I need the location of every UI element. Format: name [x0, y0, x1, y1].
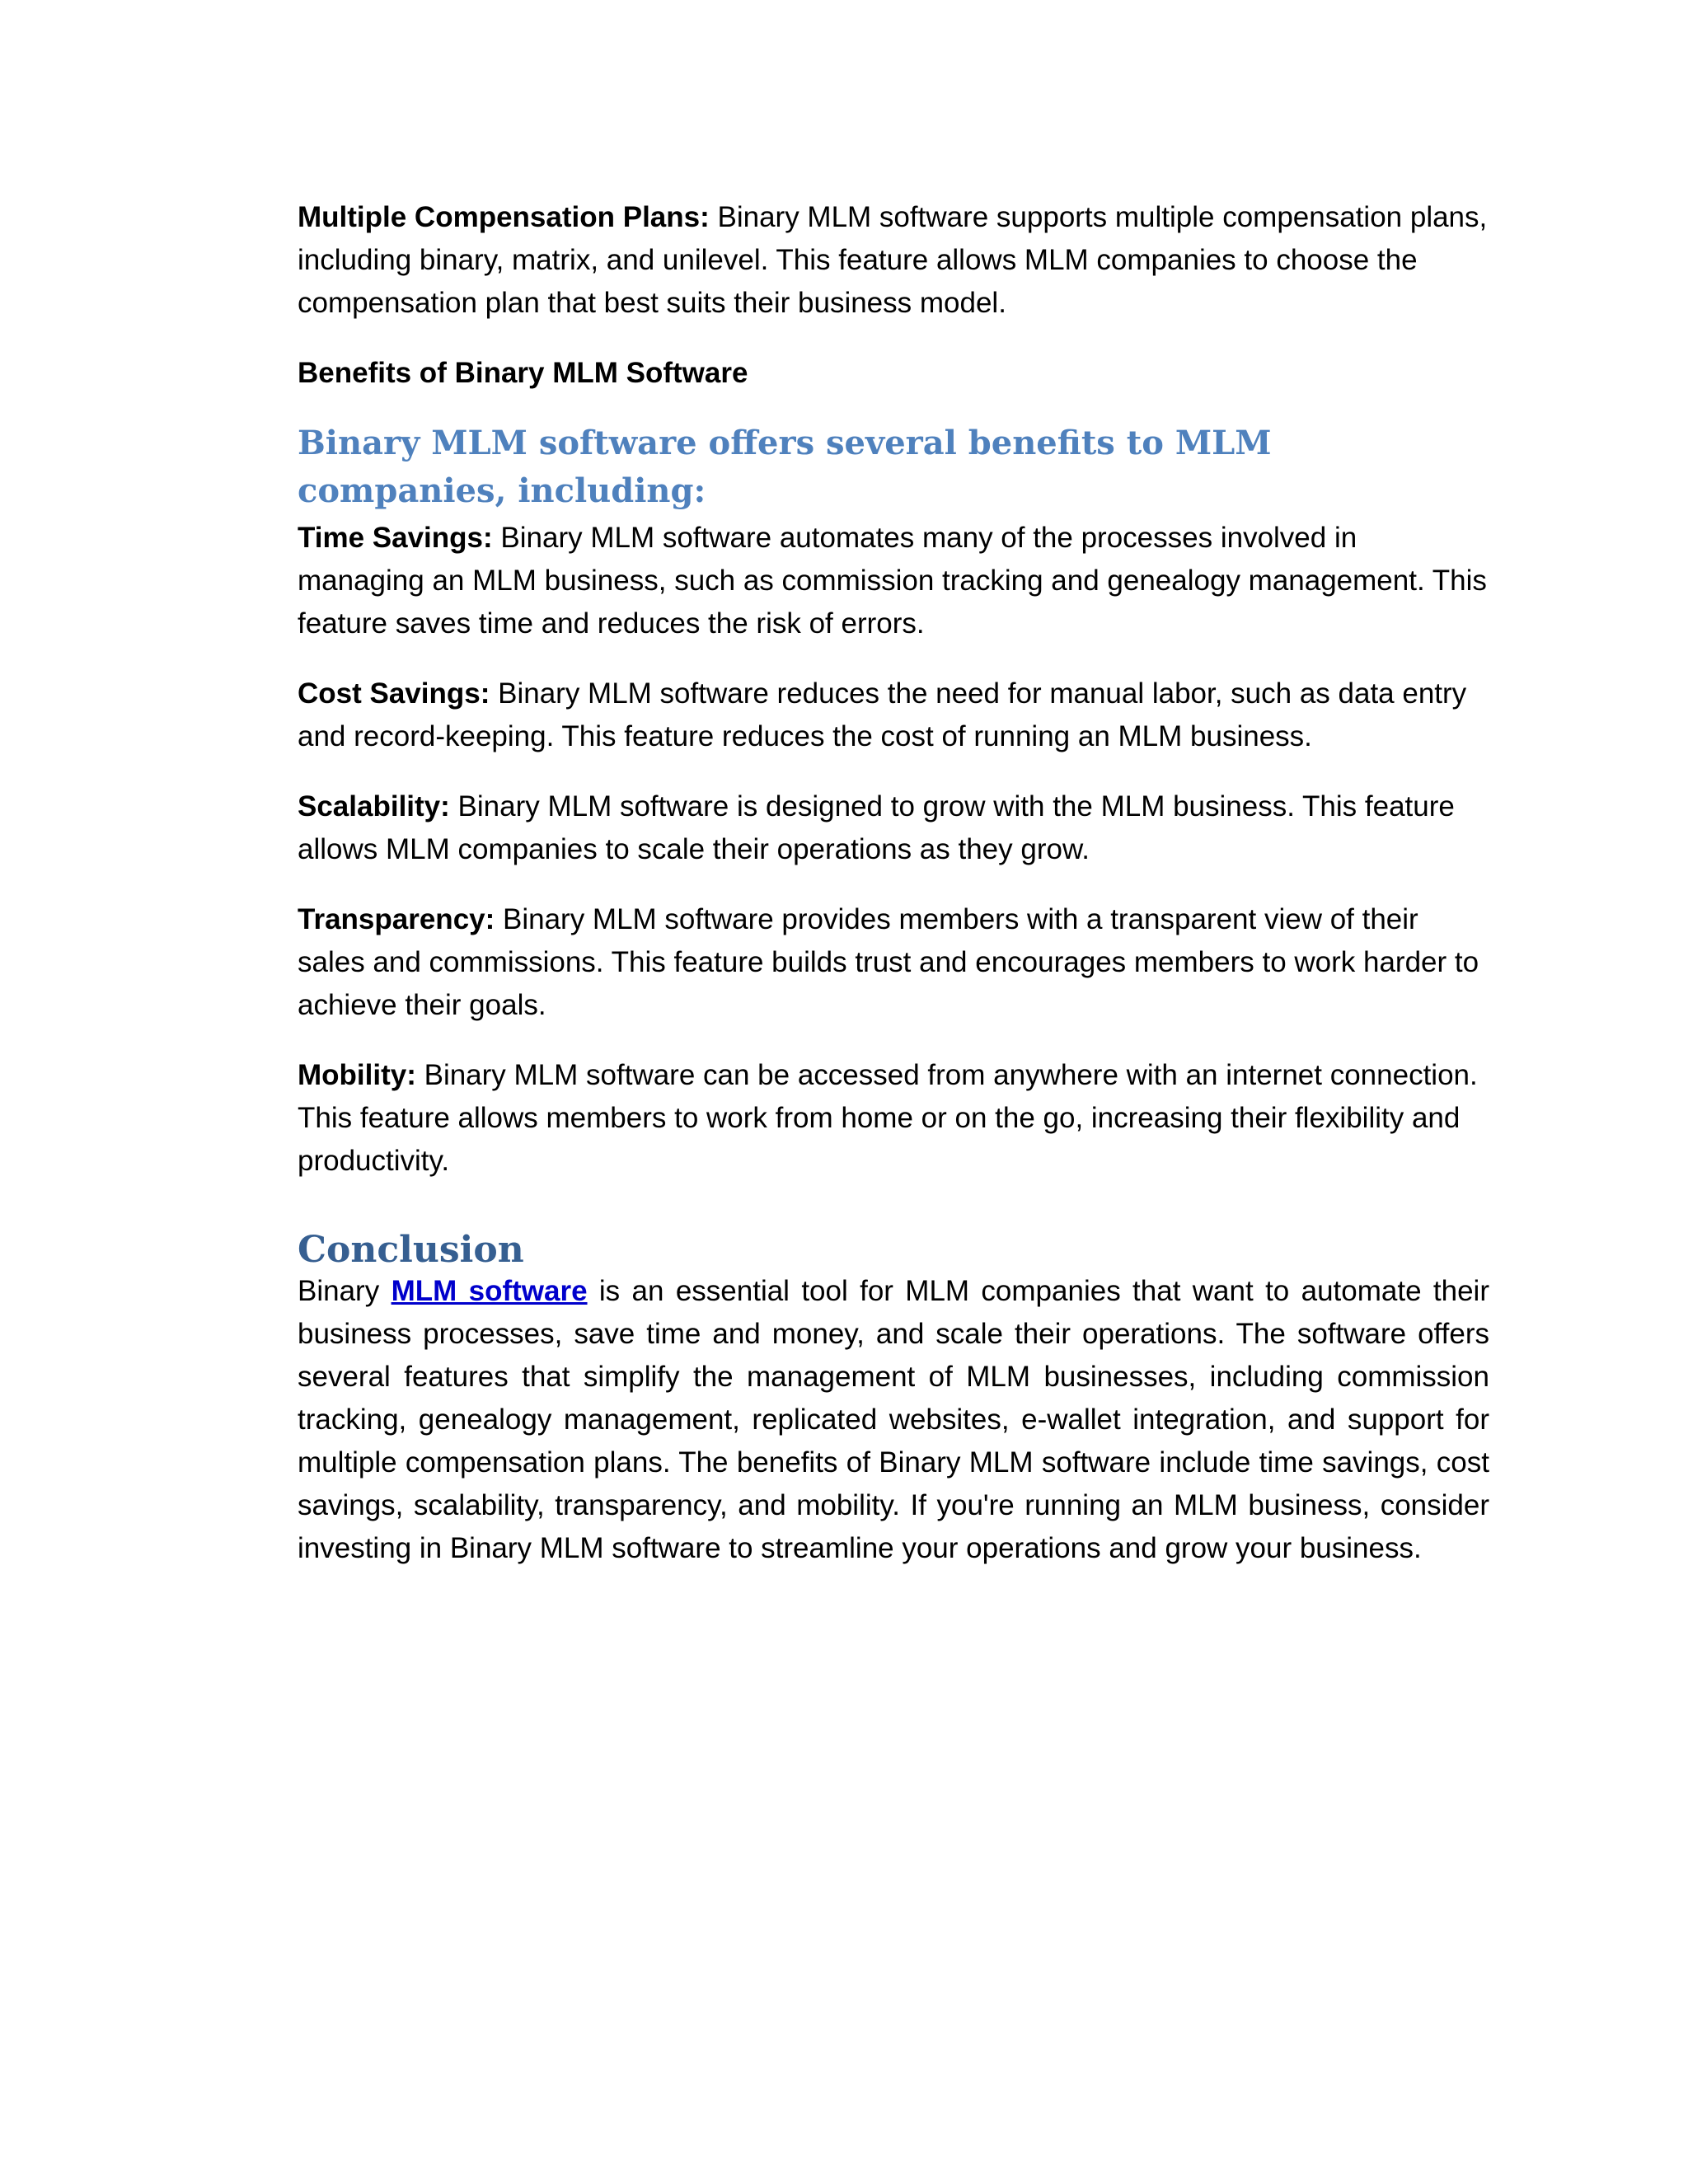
conclusion-paragraph [298, 1270, 1489, 1570]
benefits-sub-heading: Binary MLM software offers several benefits to MLM companies, including: [298, 424, 1272, 510]
benefit-text: Binary MLM software automates many of the processes involved in managing an MLM business, such as commission tracking and genealogy management. This feature saves time and reduces the risk of errors. [298, 522, 1487, 640]
conclusion-text-rest: is an essential tool for MLM companies that want to automate their business processes, save time and money, and scale their operations. The software offers several features that simplify the management of MLM businesses, including commission tracking, genealogy management, replicated websites, e-wallet integration, and support for multiple compensation plans. The benefits of Binary MLM software include time savings, cost savings, scalability, transparency, and mobility. If you're running an MLM business, consider investing in Binary MLM software to streamline your operations and grow your business. [298, 1275, 1489, 1564]
conclusion-heading: Conclusion [298, 1229, 524, 1271]
benefit-text: Binary MLM software provides members with a transparent view of their sales and commissions. This feature builds trust and encourages members to work harder to achieve their goals. [298, 903, 1479, 1021]
benefit-lead: Scalability: [298, 790, 450, 823]
benefit-text: Binary MLM software is designed to grow with the MLM business. This feature allows MLM companies to scale their operations as they grow. [298, 790, 1455, 865]
benefit-text: Binary MLM software can be accessed from anywhere with an internet connection. This feature allows members to work from home or on the go, increasing their flexibility and productivity. [298, 1059, 1478, 1177]
conclusion-text-start: Binary [298, 1275, 392, 1307]
mlm-software-link[interactable]: MLM software [391, 1275, 588, 1307]
benefit-lead: Transparency: [298, 903, 495, 935]
benefit-transparency [298, 898, 1489, 1027]
benefit-cost-savings [298, 673, 1489, 758]
benefit-time-savings [298, 517, 1489, 645]
benefit-text: Binary MLM software reduces the need for manual labor, such as data entry and record-keeping. This feature reduces the cost of running an MLM business. [298, 677, 1467, 752]
benefits-label-heading: Benefits of Binary MLM Software [298, 357, 748, 389]
feature-lead: Multiple Compensation Plans: [298, 201, 710, 233]
benefit-lead: Cost Savings: [298, 677, 490, 710]
benefit-lead: Time Savings: [298, 522, 493, 554]
benefit-scalability [298, 785, 1489, 871]
document-body [298, 196, 1489, 1570]
feature-text: Binary MLM software supports multiple compensation plans, including binary, matrix, and unilevel. This feature allows MLM companies to choose the compensation plan that best suits their business model. [298, 201, 1488, 319]
benefit-mobility [298, 1054, 1489, 1183]
benefit-lead: Mobility: [298, 1059, 416, 1091]
feature-multiple-compensation-plans [298, 196, 1489, 325]
